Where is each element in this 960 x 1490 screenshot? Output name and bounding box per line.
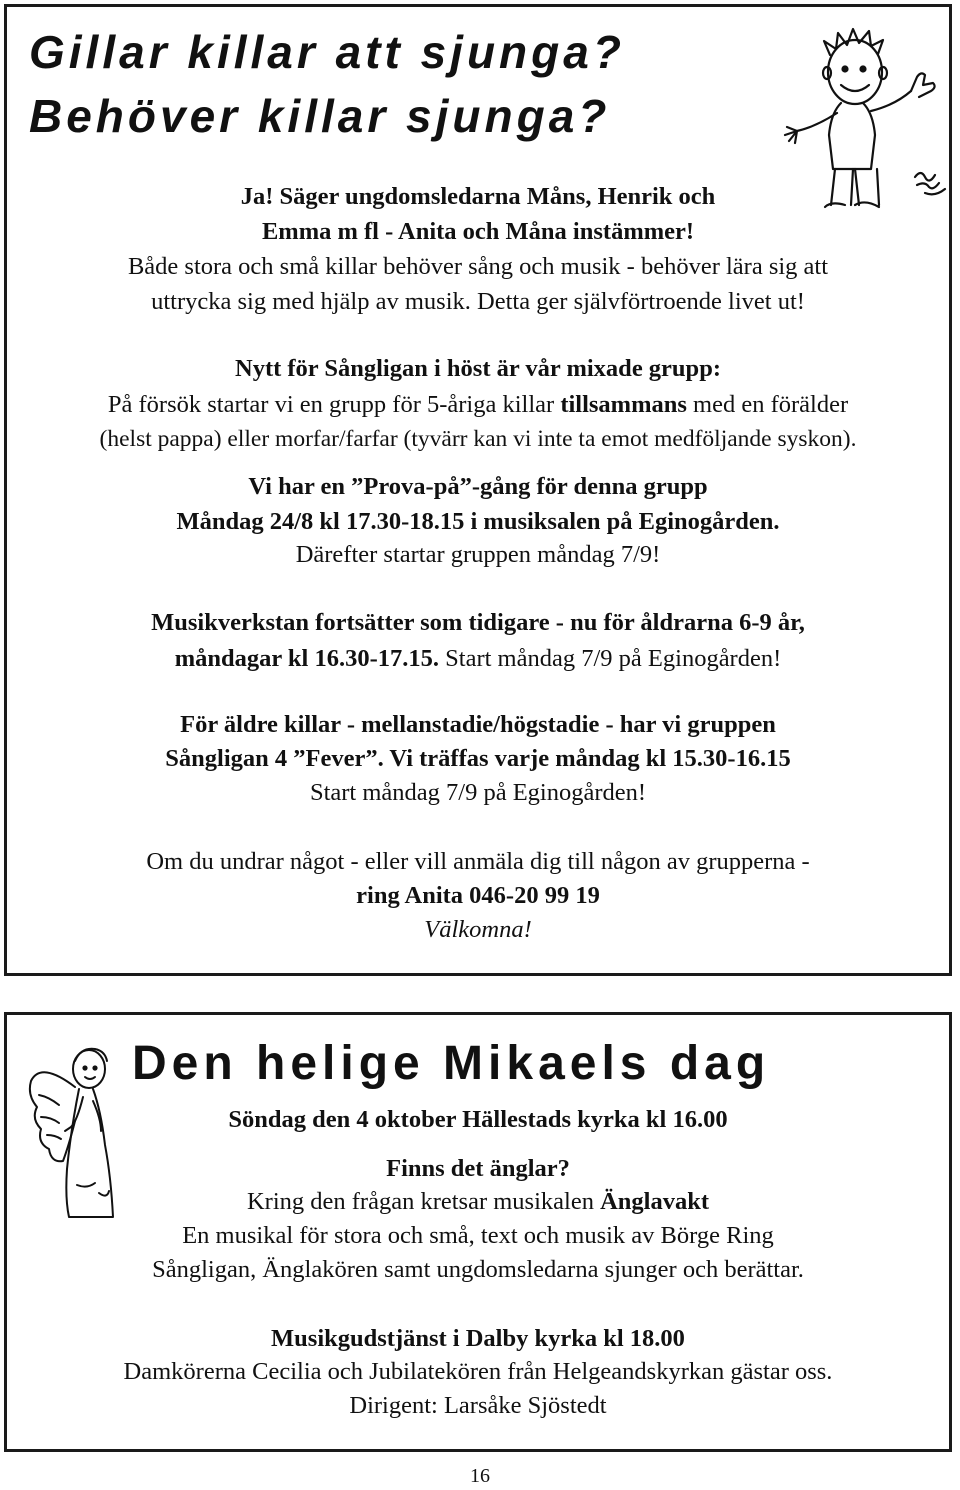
- prova-pa-line-2: Måndag 24/8 kl 17.30-18.15 i musiksalen på Eginogården.: [176, 508, 780, 535]
- intro-line-4: uttrycka sig med hjälp av musik. Detta ger självförtroende livet ut!: [151, 288, 805, 315]
- musical-line-2: En musikal för stora och små, text och musik av Börge Ring: [182, 1222, 774, 1249]
- welcome-text: Välkomna!: [424, 916, 532, 943]
- mixed-group-heading: Nytt för Sångligan i höst är vår mixade grupp:: [235, 355, 721, 382]
- headline-line-1: Gillar killar att sjunga?: [29, 26, 625, 78]
- mikael-date-line: Söndag den 4 oktober Hällestads kyrka kl 16.00: [228, 1106, 728, 1133]
- gudstjanst-heading: Musikgudstjänst i Dalby kyrka kl 18.00: [271, 1325, 685, 1352]
- gudstjanst-line-1: Damkörerna Cecilia och Jubilatekören från Helgeandskyrkan gästar oss.: [123, 1358, 833, 1385]
- section-headline: [29, 25, 625, 143]
- musikverkstan-line-1: Musikverkstan fortsätter som tidigare - nu för åldrarna 6-9 år,: [151, 609, 805, 636]
- fever-line-1: För äldre killar - mellanstadie/högstadie - har vi gruppen: [180, 711, 776, 738]
- angels-question: Finns det änglar?: [386, 1155, 570, 1182]
- fever-line-2: Sångligan 4 ”Fever”. Vi träffas varje måndag kl 15.30-16.15: [165, 745, 791, 772]
- prova-pa-line-1: Vi har en ”Prova-på”-gång för denna grupp: [248, 473, 708, 500]
- mikael-day-section: [4, 1012, 952, 1452]
- mixed-group-text-c: med en förälder: [686, 391, 849, 418]
- page-number: 16: [470, 1465, 490, 1487]
- musikverkstan-line-2: [7, 644, 949, 674]
- headline-line-2: Behöver killar sjunga?: [29, 90, 611, 142]
- musikverkstan-start: Start måndag 7/9 på Eginogården!: [439, 645, 782, 672]
- mixed-group-line-1: [7, 390, 949, 420]
- boys-singing-section: [4, 4, 952, 976]
- intro-line-1: Ja! Säger ungdomsledarna Måns, Henrik och: [240, 183, 716, 210]
- musical-intro: Kring den frågan kretsar musikalen: [246, 1188, 601, 1215]
- mixed-group-text-a: På försök startar vi en grupp för 5-åriga killar: [107, 391, 561, 418]
- musikverkstan-time: måndagar kl 16.30-17.15.: [174, 645, 440, 672]
- prova-pa-line-3: Därefter startar gruppen måndag 7/9!: [295, 541, 661, 568]
- gudstjanst-line-2: Dirigent: Larsåke Sjöstedt: [349, 1392, 607, 1419]
- mikael-headline-wrap: [132, 1037, 770, 1091]
- musical-title: Änglavakt: [600, 1188, 709, 1215]
- fever-line-3: Start måndag 7/9 på Eginogården!: [309, 779, 647, 806]
- contact-phone: ring Anita 046-20 99 19: [356, 882, 600, 909]
- contact-line-1: Om du undrar något - eller vill anmäla dig till någon av grupperna -: [146, 848, 810, 875]
- intro-line-3: Både stora och små killar behöver sång och musik - behöver lära sig att: [127, 253, 829, 280]
- mikael-headline: Den helige Mikaels dag: [132, 1037, 771, 1090]
- musical-line-1: [7, 1187, 949, 1217]
- mixed-group-emphasis: tillsammans: [560, 391, 687, 418]
- musical-line-3: Sångligan, Änglakören samt ungdomsledarna sjunger och berättar.: [152, 1256, 804, 1283]
- mixed-group-line-2: (helst pappa) eller morfar/farfar (tyvärr kan vi inte ta emot medföljande syskon).: [99, 426, 857, 452]
- intro-line-2: Emma m fl - Anita och Måna instämmer!: [261, 218, 695, 245]
